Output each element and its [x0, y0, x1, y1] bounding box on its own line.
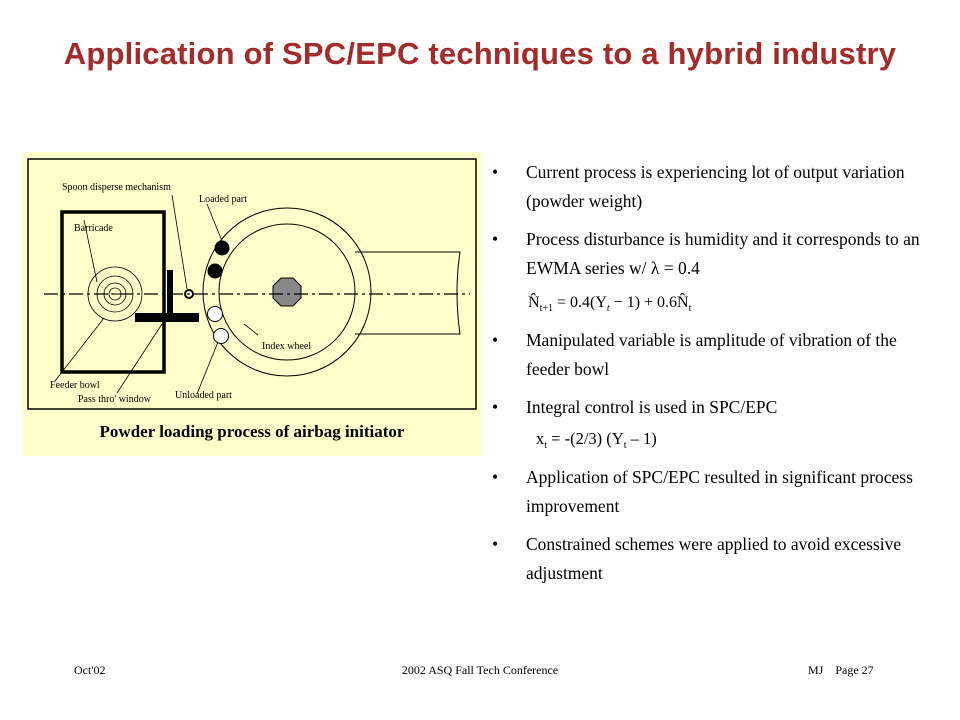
process-diagram — [22, 152, 482, 456]
bullet-marker: • — [492, 229, 499, 249]
loaded-part-2 — [208, 264, 223, 279]
bullet-item — [492, 225, 932, 283]
process-diagram-drawing — [22, 152, 482, 456]
bullet-item — [492, 393, 932, 422]
bullet-marker: • — [492, 330, 499, 350]
bullet-text: Manipulated variable is amplitude of vibration of the feeder bowl — [526, 330, 897, 379]
bullet-marker: • — [492, 397, 499, 417]
ewma-formula-drawing — [528, 288, 748, 314]
loaded-part-1 — [215, 241, 230, 256]
formula-hat-n: N̂ — [528, 294, 540, 311]
barricade-box — [62, 212, 164, 372]
footer-page-number: MJ Page 27 — [808, 663, 874, 677]
bullet-list — [492, 158, 932, 597]
footer-date: Oct'02 — [74, 663, 106, 677]
bullet-text: Application of SPC/EPC resulted in significant process improvement — [526, 467, 913, 516]
bullet-text: Process disturbance is humidity and it corresponds to an EWMA series w/ λ = 0.4 — [526, 229, 920, 278]
bullet-text: Current process is experiencing lot of output variation (powder weight) — [526, 162, 905, 211]
unloaded-part-1 — [208, 307, 223, 322]
bullet-item — [492, 530, 932, 588]
bullet-item — [492, 463, 932, 521]
pass-window-bar — [135, 313, 199, 322]
bullet-marker: • — [492, 534, 499, 554]
bullet-item — [492, 326, 932, 384]
bullet-marker: • — [492, 162, 499, 182]
label-pass-window: Pass thro' window — [78, 394, 151, 405]
label-spoon: Spoon disperse mechanism — [62, 182, 171, 193]
label-feeder-bowl: Feeder bowl — [50, 380, 100, 391]
bullet-text: Constrained schemes were applied to avoid excessive adjustment — [526, 534, 902, 583]
ewma-formula-text: $N̂_{t+1} = 0.4(Y_t - 1)$ + $0.6N̂_t$ — [528, 292, 692, 314]
footer-conference: 2002 ASQ Fall Tech Conference — [401, 663, 559, 677]
control-formula-drawing — [536, 427, 756, 451]
label-index-wheel: Index wheel — [262, 341, 312, 352]
control-formula-text: $x_t = -(2/3)$ $(Y_t - 1)$ — [536, 429, 657, 451]
bullet-marker: • — [492, 467, 499, 487]
control-formula — [536, 427, 932, 451]
wheel-hub-octagon — [273, 278, 301, 306]
bullet-text: Integral control is used in SPC/EPC — [526, 397, 778, 417]
slide-title: Application of SPC/EPC techniques to a hybrid industry — [63, 36, 897, 71]
bullet-item — [492, 158, 932, 216]
figure-caption: Powder loading process of airbag initiator — [99, 422, 405, 441]
ewma-formula — [528, 288, 932, 314]
label-barricade: Barricade — [74, 223, 113, 234]
label-unloaded: Unloaded part — [175, 390, 232, 401]
label-loaded: Loaded part — [199, 194, 248, 205]
unloaded-part-2 — [214, 329, 229, 344]
